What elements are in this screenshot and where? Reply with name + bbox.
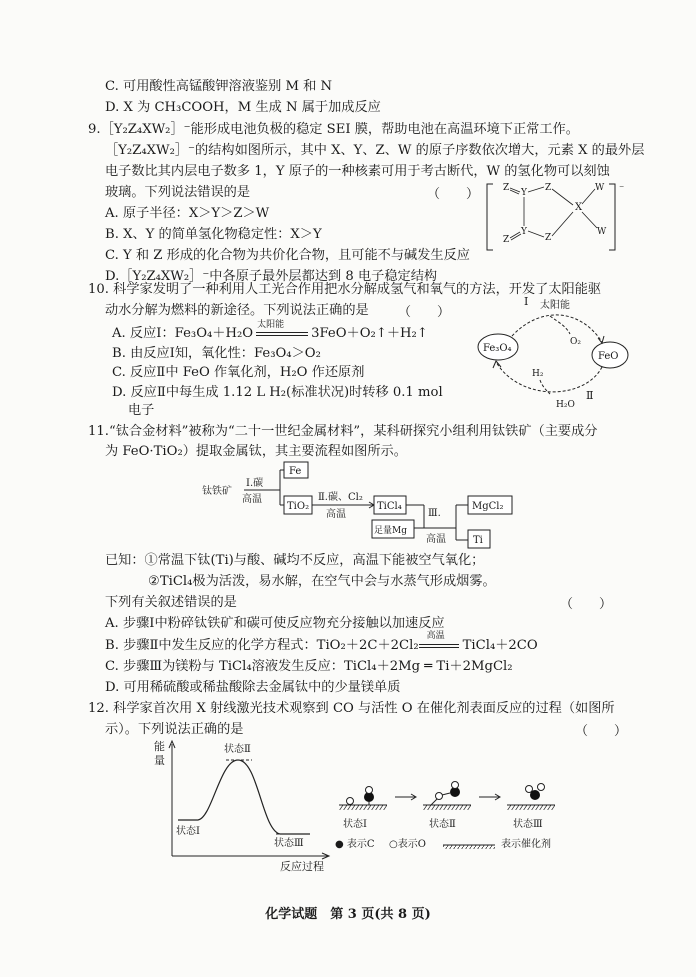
q12-answer-paren: （ ） xyxy=(575,724,628,739)
q10-cycle-diagram xyxy=(470,292,645,412)
o2-label: O₂ xyxy=(570,337,581,347)
q10-answer-paren: （ ） xyxy=(398,305,451,320)
atom-x: X xyxy=(575,202,583,213)
fe-label: Fe xyxy=(289,466,302,477)
q10-option-b: B. 由反应Ⅰ知，氧化性：Fe₃O₄＞O₂ xyxy=(112,346,321,361)
q11-stem-2: 为 FeO·TiO₂）提取金属钛，其主要流程如图所示。 xyxy=(105,444,407,459)
q8-option-d: D. X 为 CH₃COOH，M 生成 N 属于加成反应 xyxy=(105,100,381,115)
q10-option-c: C. 反应Ⅱ中 FeO 作氧化剂，H₂O 作还原剂 xyxy=(112,365,365,380)
y-axis-label-2: 量 xyxy=(154,754,165,767)
ti-label: Ti xyxy=(473,535,483,546)
step3-condition: 高温 xyxy=(426,534,446,545)
charge-sign: ⁻ xyxy=(619,184,625,195)
energy-curve xyxy=(178,760,310,834)
q9-option-a: A. 原子半径：X＞Y＞Z＞W xyxy=(105,206,270,221)
q12-energy-diagram xyxy=(150,738,340,873)
surface-state-1-label: 状态Ⅰ xyxy=(343,819,367,830)
step1-label: Ⅰ.碳 xyxy=(246,478,264,489)
legend-o: ○表示O xyxy=(389,839,426,850)
legend-c: ● 表示C xyxy=(335,839,375,850)
q10-option-d: D. 反应Ⅱ中每生成 1.12 L H₂(标准状况)时转移 0.1 mol xyxy=(112,385,443,400)
step1-condition: 高温 xyxy=(242,494,262,505)
reaction-2-label: Ⅱ xyxy=(586,389,594,402)
q11-option-c: C. 步骤Ⅲ为镁粉与 TiCl₄溶液发生反应：TiCl₄＋2Mg ═ Ti＋2MgCl₂ xyxy=(105,659,513,674)
q9-stem-4: 玻璃。下列说法错误的是 xyxy=(105,185,251,200)
h2-label: H₂ xyxy=(532,369,544,379)
mgcl2-label: MgCl₂ xyxy=(472,501,504,512)
q8-option-c: C. 可用酸性高锰酸钾溶液鉴别 M 和 N xyxy=(105,79,333,94)
q11-known-1: 已知：①常温下钛(Ti)与酸、碱均不反应，高温下能被空气氧化； xyxy=(105,553,485,568)
q11-flow-diagram xyxy=(200,460,530,552)
sun-label: 太阳能 xyxy=(540,300,570,311)
x-axis-label: 反应过程 xyxy=(280,860,324,873)
atom-z: Z xyxy=(503,183,510,193)
q10-option-d-cont: 电子 xyxy=(128,403,155,418)
step2-condition: 高温 xyxy=(326,509,346,520)
q11-stem-1: 11.“钛合金材料”被称为“二十一世纪金属材料”，某科研探究小组利用钛铁矿（主要成分 xyxy=(88,424,598,439)
q9-option-d: D.［Y₂Z₄XW₂］⁻中各原子最外层都达到 8 电子稳定结构 xyxy=(105,269,438,284)
q11-condition: 高温 xyxy=(426,631,445,641)
q11-option-a: A. 步骤Ⅰ中粉碎钛铁矿和碳可使反应物充分接触以加速反应 xyxy=(105,616,445,631)
state-1-label: 状态Ⅰ xyxy=(176,826,200,837)
atom-z: Z xyxy=(545,233,552,243)
q9-stem-1: 9.［Y₂Z₄XW₂］⁻能形成电池负极的稳定 SEI 膜，帮助电池在高温环境下正常工作。 xyxy=(88,122,579,137)
ticl4-label: TiCl₄ xyxy=(377,501,402,512)
h2o-label: H₂O xyxy=(556,400,575,410)
surface-state-2-label: 状态Ⅱ xyxy=(429,819,456,830)
reaction-1-label: Ⅰ xyxy=(524,295,529,308)
atom-w: W xyxy=(597,227,607,237)
q9-stem-2: ［Y₂Z₄XW₂］⁻的结构如图所示，其中 X、Y、Z、W 的原子序数依次增大，元素 X 的最外层 xyxy=(105,143,645,158)
atom-y: Y xyxy=(521,227,527,237)
atom-y: Y xyxy=(521,188,527,198)
state-2-label: 状态Ⅱ xyxy=(224,744,251,755)
step2-label: Ⅱ.碳、Cl₂ xyxy=(318,492,363,503)
surface-state-3-label: 状态Ⅲ xyxy=(513,819,543,830)
page-footer: 化学试题 第 3 页(共 8 页) xyxy=(265,907,431,922)
q11-known-2: ②TiCl₄极为活泼，易水解，在空气中会与水蒸气形成烟雾。 xyxy=(148,574,496,589)
q11-option-b: B. 步骤Ⅱ中发生反应的化学方程式：TiO₂＋2C＋2Cl₂ 高温 TiCl₄＋2CO xyxy=(105,637,538,655)
legend-catalyst: 表示催化剂 xyxy=(501,839,551,850)
atom-w: W xyxy=(595,183,605,193)
q11-option-d: D. 可用稀硫酸或稀盐酸除去金属钛中的少量镁单质 xyxy=(105,680,401,695)
q9-stem-3: 电子数比其内层电子数多 1，Y 原子的一种核素可用于考古断代，W 的氢化物可以刻蚀 xyxy=(105,164,610,179)
q9-answer-paren: （ ） xyxy=(427,187,480,202)
atom-z: Z xyxy=(503,235,510,245)
q12-stem-2: 示）。下列说法正确的是 xyxy=(105,722,244,737)
step3-label: Ⅲ. xyxy=(428,508,441,519)
q10-stem-2: 动水分解为燃料的新途径。下列说法正确的是 xyxy=(105,303,369,318)
q10-option-a: A. 反应Ⅰ：Fe₃O₄＋H₂O 太阳能 3FeO＋O₂↑＋H₂↑ xyxy=(112,325,428,343)
atom-z: Z xyxy=(545,183,552,193)
tio2-label: TiO₂ xyxy=(287,501,310,512)
fe3o4-label: Fe₃O₄ xyxy=(483,343,512,354)
q9-structure-diagram xyxy=(483,176,633,258)
q12-surface-states xyxy=(335,775,615,870)
ore-label: 钛铁矿 xyxy=(202,486,232,497)
q11-stem-3: 下列有关叙述错误的是 xyxy=(105,595,237,610)
state-3-label: 状态Ⅲ xyxy=(274,838,304,849)
q10-condition: 太阳能 xyxy=(257,320,285,330)
q11-answer-paren: （ ） xyxy=(560,597,613,612)
q9-option-b: B. X、Y 的简单氢化物稳定性：X＞Y xyxy=(105,227,322,242)
q9-option-c: C. Y 和 Z 形成的化合物为共价化合物，且可能不与碱发生反应 xyxy=(105,248,470,263)
q12-stem-1: 12. 科学家首次用 X 射线激光技术观察到 CO 与活性 O 在催化剂表面反应的过程（如图所 xyxy=(88,701,615,716)
y-axis-label-1: 能 xyxy=(154,740,165,753)
mg-label: 足量Mg xyxy=(374,526,407,536)
feo-label: FeO xyxy=(598,351,619,362)
q10-stem-1: 10. 科学家发明了一种利用人工光合作用把水分解成氢气和氧气的方法，开发了太阳能驱 xyxy=(88,282,602,297)
